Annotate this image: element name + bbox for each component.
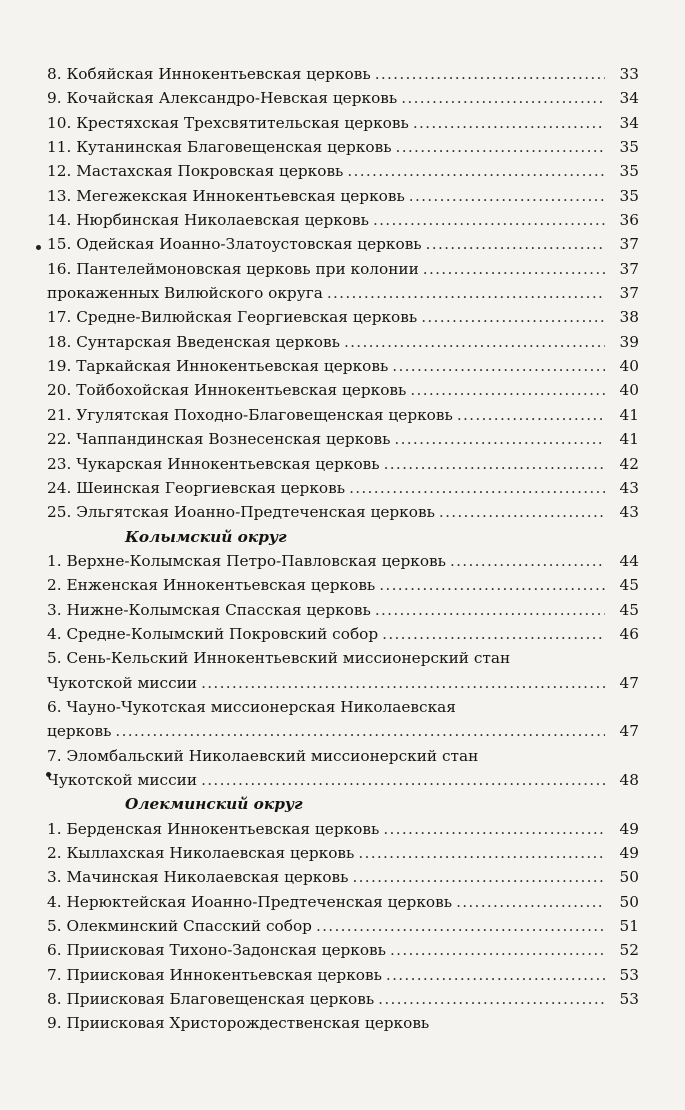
section-heading-kolyma: Колымский округ: [125, 527, 287, 546]
toc-page-number: 35: [619, 186, 639, 205]
toc-page-number: 47: [619, 673, 639, 692]
toc-entry-title: 10. Крестяхская Трехсвятительская церковь: [47, 113, 409, 132]
dot-leader: [386, 963, 605, 987]
toc-entry-title: 23. Чукарская Иннокентьевская церковь: [47, 454, 380, 473]
toc-page-number: 48: [619, 770, 639, 789]
toc-page-number: 49: [619, 844, 639, 862]
dot-leader: [382, 622, 605, 646]
toc-page-number: 53: [619, 990, 639, 1009]
dot-leader: [457, 403, 605, 427]
toc-entry: [47, 354, 639, 378]
toc-page-number: 41: [619, 405, 639, 424]
toc-entry-title: 6. Приисковая Тихоно-Задонская церковь: [47, 941, 386, 960]
toc-entry-title: 3. Нижне-Колымская Спасская церковь: [47, 600, 371, 619]
toc-entry: [47, 184, 639, 208]
toc-entry-title: 2. Кыллахская Николаевская церковь: [47, 844, 355, 862]
toc-entry: [47, 330, 639, 354]
toc-page-number: 50: [619, 892, 639, 911]
toc-page-number: 45: [619, 576, 639, 595]
dot-leader: [423, 257, 605, 281]
toc-entry: [47, 62, 639, 86]
toc-entry: [47, 500, 639, 524]
toc-page-number: 50: [619, 868, 639, 887]
dot-leader: [392, 354, 605, 378]
toc-entry-title: Чукотской миссии: [47, 673, 198, 692]
toc-entry-title: 8. Приисковая Благовещенская церковь: [47, 990, 375, 1009]
toc-page-number: 39: [619, 332, 639, 351]
toc-page-number: 38: [619, 308, 639, 327]
toc-page-number: 35: [619, 162, 639, 181]
toc-entry-title: 9. Кочайская Александро-Невская церковь: [47, 89, 398, 108]
dot-leader: [378, 987, 605, 1011]
dot-leader: [450, 549, 605, 573]
toc-page-number: 49: [619, 819, 639, 838]
toc-entry: [47, 622, 639, 646]
toc-entry-title: 15. Одейская Иоанно-Златоустовская церковь: [47, 235, 422, 254]
toc-entry-title: церковь: [47, 722, 112, 741]
toc-entry-title: 2. Енженская Иннокентьевская церковь: [47, 576, 376, 595]
toc-entry-title: 1. Верхне-Колымская Петро-Павловская церковь: [47, 551, 446, 570]
toc-entry: [47, 768, 639, 792]
toc-entry: [47, 671, 639, 695]
toc-entry-title: 12. Мастахская Покровская церковь: [47, 162, 344, 181]
toc-list-kolyma: [47, 549, 639, 792]
print-speck: [36, 245, 41, 250]
toc-page-number: 36: [619, 211, 639, 230]
dot-leader: [373, 208, 605, 232]
toc-list-vilyuy: [47, 62, 639, 525]
toc-entry-title: 18. Сунтарская Введенская церковь: [47, 332, 340, 351]
toc-entry-title: 21. Угулятская Походно-Благовещенская церковь: [47, 405, 453, 424]
dot-leader: [426, 232, 605, 256]
toc-page-number: 34: [619, 89, 639, 108]
toc-page-number: 44: [619, 551, 639, 570]
toc-page-number: 37: [619, 235, 639, 254]
toc-page-number: 51: [619, 917, 639, 936]
section-heading-olekma: Олекминский округ: [125, 795, 303, 814]
toc-page-number: 34: [619, 113, 639, 132]
toc-page-number: 42: [619, 454, 639, 473]
toc-page-number: 45: [619, 600, 639, 619]
toc-entry: [47, 573, 639, 597]
toc-entry: [47, 159, 639, 183]
toc-entry-title: 5. Сень-Кельский Иннокентьевский миссионерский стан: [47, 649, 511, 668]
toc-entry: [47, 938, 639, 962]
toc-entry: [47, 914, 639, 938]
toc-entry: [47, 1011, 639, 1035]
toc-entry: [47, 135, 639, 159]
toc-page-number: 40: [619, 357, 639, 376]
toc-entry: [47, 452, 639, 476]
toc-entry-title: 7. Эломбальский Николаевский миссионерский стан: [47, 746, 479, 765]
toc-entry-title: 6. Чауно-Чукотская миссионерская Николаевская: [47, 697, 456, 716]
toc-entry: [47, 232, 639, 256]
toc-page-number: 43: [619, 503, 639, 522]
dot-leader: [401, 86, 605, 110]
dot-leader: [379, 573, 605, 597]
dot-leader: [201, 768, 605, 792]
dot-leader: [349, 476, 605, 500]
toc-entry-title: Чукотской миссии: [47, 770, 198, 789]
dot-leader: [316, 914, 605, 938]
toc-entry: [47, 111, 639, 135]
toc-entry-title: 17. Средне-Вилюйская Георгиевская церковь: [47, 308, 418, 327]
toc-entry-title: 1. Берденская Иннокентьевская церковь: [47, 819, 380, 838]
dot-leader: [456, 890, 605, 914]
toc-entry-title: 4. Средне-Колымский Покровский собор: [47, 624, 379, 643]
toc-page-number: 47: [619, 722, 639, 741]
toc-entry-title: 19. Таркайская Иннокентьевская церковь: [47, 357, 389, 376]
dot-leader: [358, 841, 605, 865]
toc-entry: [47, 378, 639, 402]
toc-entry-title: 8. Кобяйская Иннокентьевская церковь: [47, 65, 371, 83]
toc-entry-title: 16. Пантелеймоновская церковь при колонии: [47, 259, 419, 278]
toc-entry-title: 14. Нюрбинская Николаевская церковь: [47, 211, 369, 230]
toc-page-number: 52: [619, 941, 639, 960]
toc-entry: [47, 841, 639, 865]
toc-page-number: 35: [619, 138, 639, 157]
dot-leader: [347, 159, 605, 183]
toc-entry-title: 20. Тойбохойская Иннокентьевская церковь: [47, 381, 407, 400]
toc-page-number: 46: [619, 624, 639, 643]
dot-leader: [375, 598, 605, 622]
toc-entry-title: 9. Приисковая Христорождественская церковь: [47, 1014, 430, 1033]
toc-entry: [47, 987, 639, 1011]
dot-leader: [421, 305, 605, 329]
toc-list-olekma: [47, 817, 639, 1036]
toc-entry-title: 22. Чаппандинская Вознесенская церковь: [47, 430, 391, 449]
toc-page-number: 41: [619, 430, 639, 449]
toc-entry-title: 11. Кутанинская Благовещенская церковь: [47, 138, 392, 157]
toc-entry-title: 25. Эльгятская Иоанно-Предтеченская церковь: [47, 503, 435, 522]
toc-entry-title: 13. Мегежекская Иннокентьевская церковь: [47, 186, 405, 205]
toc-page-number: 33: [619, 65, 639, 83]
toc-entry: [47, 549, 639, 573]
dot-leader: [115, 719, 605, 743]
table-of-contents: [47, 62, 639, 1036]
toc-page-number: 37: [619, 259, 639, 278]
toc-entry: [47, 744, 639, 768]
toc-entry: [47, 890, 639, 914]
toc-entry: [47, 427, 639, 451]
dot-leader: [396, 135, 605, 159]
toc-page-number: 43: [619, 478, 639, 497]
toc-page-number: 40: [619, 381, 639, 400]
dot-leader: [409, 184, 605, 208]
toc-entry: [47, 257, 639, 281]
toc-entry-title: 7. Приисковая Иннокентьевская церковь: [47, 965, 382, 984]
toc-entry: [47, 865, 639, 889]
dot-leader: [352, 865, 605, 889]
dot-leader: [439, 500, 605, 524]
toc-entry: [47, 963, 639, 987]
dot-leader: [390, 938, 605, 962]
dot-leader: [375, 62, 605, 86]
toc-entry: [47, 598, 639, 622]
toc-entry: [47, 403, 639, 427]
toc-entry-title: 24. Шеинская Георгиевская церковь: [47, 478, 346, 497]
toc-entry: [47, 719, 639, 743]
toc-entry: [47, 208, 639, 232]
toc-entry-title: 4. Нерюктейская Иоанно-Предтеченская церковь: [47, 892, 453, 911]
toc-entry: [47, 86, 639, 110]
dot-leader: [383, 817, 605, 841]
dot-leader: [327, 281, 605, 305]
toc-entry: [47, 646, 639, 670]
toc-entry: [47, 817, 639, 841]
toc-page-number: 53: [619, 965, 639, 984]
dot-leader: [394, 427, 605, 451]
toc-entry: [47, 476, 639, 500]
dot-leader: [344, 330, 605, 354]
toc-entry-title: 5. Олекминский Спасский собор: [47, 917, 312, 936]
toc-entry-title: 3. Мачинская Николаевская церковь: [47, 868, 349, 887]
dot-leader: [384, 452, 605, 476]
toc-entry: [47, 305, 639, 329]
toc-entry: [47, 695, 639, 719]
toc-entry-title: прокаженных Вилюйского округа: [47, 284, 323, 303]
toc-entry: [47, 281, 639, 305]
toc-page-number: 37: [619, 284, 639, 303]
dot-leader: [410, 378, 605, 402]
dot-leader: [413, 111, 605, 135]
dot-leader: [201, 671, 605, 695]
